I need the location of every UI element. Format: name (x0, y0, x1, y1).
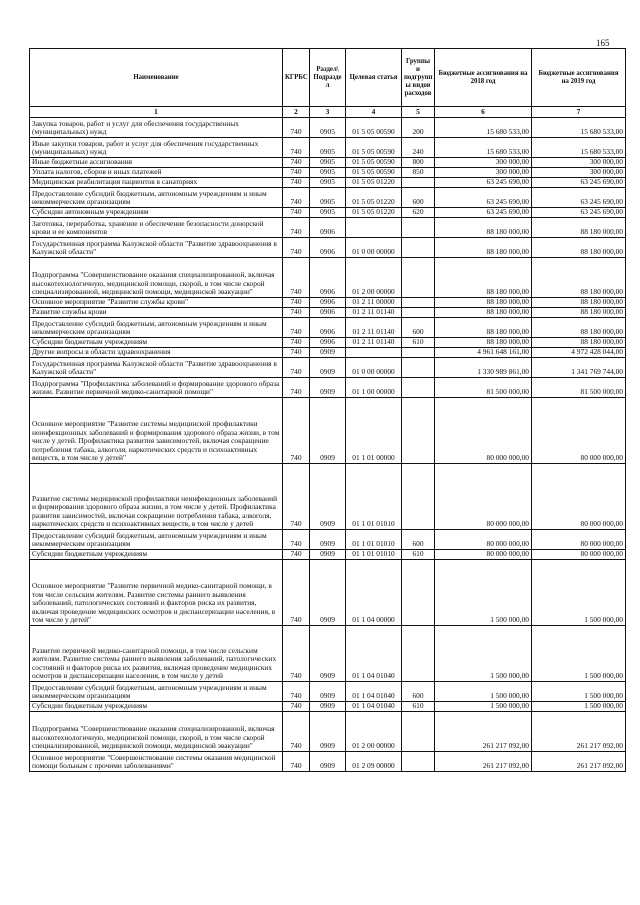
row-section: 0906 (310, 318, 346, 338)
row-section: 0909 (310, 550, 346, 560)
row-section: 0909 (310, 626, 346, 682)
row-2019: 63 245 690,00 (532, 188, 626, 208)
row-group (402, 712, 435, 752)
row-2019: 261 217 092,00 (532, 752, 626, 772)
row-2018: 81 500 000,00 (435, 378, 532, 398)
row-2018: 80 000 000,00 (435, 550, 532, 560)
table-row (30, 158, 626, 168)
row-2019: 1 500 000,00 (532, 682, 626, 702)
table-row (30, 238, 626, 258)
row-2018: 80 000 000,00 (435, 464, 532, 530)
row-2019: 88 180 000,00 (532, 338, 626, 348)
row-target (346, 348, 402, 358)
row-group (402, 626, 435, 682)
table-row (30, 378, 626, 398)
row-name: Другие вопросы в области здравоохранения (30, 348, 283, 358)
table-header-row (30, 49, 626, 107)
table-row (30, 530, 626, 550)
row-2019: 88 180 000,00 (532, 308, 626, 318)
row-section: 0906 (310, 258, 346, 298)
row-target: 01 1 04 01040 (346, 702, 402, 712)
row-2019: 15 680 533,00 (532, 118, 626, 138)
row-group: 240 (402, 138, 435, 158)
row-target: 01 0 00 00000 (346, 238, 402, 258)
row-section: 0905 (310, 168, 346, 178)
row-2018: 1 500 000,00 (435, 702, 532, 712)
row-name: Иные закупки товаров, работ и услуг для обеспечения государственных (муниципальных) нужд (30, 138, 283, 158)
row-2019: 63 245 690,00 (532, 178, 626, 188)
row-name: Развитие службы крови (30, 308, 283, 318)
column-number: 6 (435, 107, 532, 118)
column-number: 5 (402, 107, 435, 118)
column-number: 1 (30, 107, 283, 118)
row-name: Субсидии бюджетным учреждениям (30, 550, 283, 560)
row-2018: 63 245 690,00 (435, 188, 532, 208)
row-name: Предоставление субсидий бюджетным, автономным учреждениям и иным некоммерческим организациям (30, 318, 283, 338)
header-target: Целевая статья (346, 49, 402, 107)
row-target: 01 1 01 01010 (346, 464, 402, 530)
header-section: Раздел\ Подразде л (310, 49, 346, 107)
row-group: 600 (402, 318, 435, 338)
row-group (402, 560, 435, 626)
row-kgrbs: 740 (283, 308, 310, 318)
row-2019: 81 500 000,00 (532, 378, 626, 398)
header-kgrbs: КГРБС (283, 49, 310, 107)
table-row (30, 550, 626, 560)
row-section: 0909 (310, 398, 346, 464)
row-kgrbs: 740 (283, 464, 310, 530)
row-section: 0909 (310, 682, 346, 702)
header-group: Группы и подгрупп ы видов расходов (402, 49, 435, 107)
row-group: 610 (402, 702, 435, 712)
row-group: 600 (402, 682, 435, 702)
row-name: Предоставление субсидий бюджетным, автономным учреждениям и иным некоммерческим организациям (30, 682, 283, 702)
row-kgrbs: 740 (283, 208, 310, 218)
row-target: 01 1 04 00000 (346, 560, 402, 626)
table-row (30, 208, 626, 218)
row-2019: 80 000 000,00 (532, 550, 626, 560)
row-2019: 300 000,00 (532, 158, 626, 168)
row-kgrbs: 740 (283, 348, 310, 358)
row-2019: 80 000 000,00 (532, 530, 626, 550)
row-group: 610 (402, 338, 435, 348)
row-2018: 88 180 000,00 (435, 298, 532, 308)
row-2018: 88 180 000,00 (435, 338, 532, 348)
row-target: 01 2 00 00000 (346, 258, 402, 298)
table-row (30, 626, 626, 682)
row-2018: 63 245 690,00 (435, 208, 532, 218)
row-target: 01 5 05 00590 (346, 168, 402, 178)
row-section: 0906 (310, 308, 346, 318)
row-2019: 80 000 000,00 (532, 398, 626, 464)
row-2018: 80 000 000,00 (435, 398, 532, 464)
table-row (30, 298, 626, 308)
column-number: 7 (532, 107, 626, 118)
row-2019: 88 180 000,00 (532, 318, 626, 338)
table-row (30, 138, 626, 158)
row-2019: 88 180 000,00 (532, 218, 626, 238)
row-section: 0909 (310, 560, 346, 626)
row-section: 0909 (310, 702, 346, 712)
header-2019: Бюджетные ассигнования на 2019 год (532, 49, 626, 107)
row-section: 0909 (310, 530, 346, 550)
row-2018: 4 961 648 161,00 (435, 348, 532, 358)
row-kgrbs: 740 (283, 702, 310, 712)
row-group (402, 358, 435, 378)
row-target: 01 2 11 01140 (346, 338, 402, 348)
table-row (30, 560, 626, 626)
row-target: 01 1 01 00000 (346, 398, 402, 464)
row-2018: 1 500 000,00 (435, 682, 532, 702)
row-target: 01 1 04 01040 (346, 682, 402, 702)
row-section: 0909 (310, 712, 346, 752)
row-group: 200 (402, 118, 435, 138)
row-target: 01 5 05 01220 (346, 208, 402, 218)
row-2018: 63 245 690,00 (435, 178, 532, 188)
header-name: Наименование (30, 49, 283, 107)
row-group: 850 (402, 168, 435, 178)
table-row (30, 752, 626, 772)
table-row (30, 188, 626, 208)
table-row (30, 702, 626, 712)
row-name: Подпрограмма "Профилактика заболеваний и формирование здорового образа жизни. Развитие первичной медико-санитарной помощи" (30, 378, 283, 398)
row-name: Предоставление субсидий бюджетным, автономным учреждениям и иным некоммерческим организациям (30, 188, 283, 208)
row-name: Развитие первичной медико-санитарной помощи, в том числе сельским жителям. Развитие системы раннего выявления заболеваний, патологических состояний и факторов риска их развития, включая проведение медицинских осмотров и диспансеризации населения, в том числе у детей (30, 626, 283, 682)
row-group (402, 398, 435, 464)
row-2019: 1 341 769 744,00 (532, 358, 626, 378)
row-name: Субсидии автономным учреждениям (30, 208, 283, 218)
row-target: 01 2 00 00000 (346, 712, 402, 752)
row-kgrbs: 740 (283, 338, 310, 348)
row-target: 01 1 01 01010 (346, 550, 402, 560)
row-section: 0909 (310, 378, 346, 398)
row-kgrbs: 740 (283, 626, 310, 682)
row-kgrbs: 740 (283, 682, 310, 702)
row-kgrbs: 740 (283, 218, 310, 238)
row-2019: 63 245 690,00 (532, 208, 626, 218)
row-kgrbs: 740 (283, 238, 310, 258)
row-name: Подпрограмма "Совершенствование оказания специализированной, включая высокотехнологичную, медицинской помощи, скорой, в том числе скорой специализированной, медицинской помощи, медицинской эвакуации" (30, 712, 283, 752)
table-row (30, 178, 626, 188)
row-2019: 88 180 000,00 (532, 238, 626, 258)
row-name: Основное мероприятие "Развитие первичной медико-санитарной помощи, в том числе сельским жителям. Развитие системы раннего выявления заболеваний, патологических состояний и факторов риска их развития, включая проведение медицинских осмотров и диспансеризации населения, в том числе у детей" (30, 560, 283, 626)
row-2019: 80 000 000,00 (532, 464, 626, 530)
row-name: Заготовка, переработка, хранение и обеспечение безопасности донорской крови и ее компонентов (30, 218, 283, 238)
row-2018: 88 180 000,00 (435, 238, 532, 258)
row-2019: 88 180 000,00 (532, 298, 626, 308)
row-2019: 4 972 428 044,00 (532, 348, 626, 358)
row-target: 01 5 05 01220 (346, 178, 402, 188)
row-2018: 261 217 092,00 (435, 712, 532, 752)
row-2019: 1 500 000,00 (532, 560, 626, 626)
row-section: 0909 (310, 464, 346, 530)
row-2018: 88 180 000,00 (435, 258, 532, 298)
row-target: 01 1 01 01010 (346, 530, 402, 550)
row-group (402, 298, 435, 308)
row-kgrbs: 740 (283, 398, 310, 464)
row-section: 0905 (310, 188, 346, 208)
row-kgrbs: 740 (283, 258, 310, 298)
row-2019: 300 000,00 (532, 168, 626, 178)
row-target: 01 5 05 00590 (346, 158, 402, 168)
row-group: 800 (402, 158, 435, 168)
row-kgrbs: 740 (283, 138, 310, 158)
row-group (402, 258, 435, 298)
row-target: 01 2 09 00000 (346, 752, 402, 772)
row-target: 01 1 04 01040 (346, 626, 402, 682)
row-kgrbs: 740 (283, 530, 310, 550)
row-name: Государственная программа Калужской области "Развитие здравоохранения в Калужской области" (30, 358, 283, 378)
row-group: 610 (402, 550, 435, 560)
table-row (30, 348, 626, 358)
row-group: 600 (402, 188, 435, 208)
table-row (30, 318, 626, 338)
row-group (402, 464, 435, 530)
row-kgrbs: 740 (283, 378, 310, 398)
row-group (402, 178, 435, 188)
row-2018: 88 180 000,00 (435, 318, 532, 338)
row-name: Основное мероприятие "Совершенствование системы оказания медицинской помощи больным с прочими заболеваниями" (30, 752, 283, 772)
row-section: 0906 (310, 338, 346, 348)
row-target: 01 5 05 01220 (346, 188, 402, 208)
row-2018: 300 000,00 (435, 168, 532, 178)
row-name: Подпрограмма "Совершенствование оказания специализированной, включая высокотехнологичную, медицинской помощи, скорой, в том числе скорой специализированной, медицинской помощи, медицинской эвакуации" (30, 258, 283, 298)
row-name: Развитие системы медицинской профилактики неинфекционных заболеваний и формирования здорового образа жизни, в том числе у детей. Профилактика развития зависимостей, включая сокращение потребления табака, алкоголя, наркотических средств и психоактивных веществ, в том числе у детей (30, 464, 283, 530)
row-2018: 1 500 000,00 (435, 560, 532, 626)
row-target: 01 1 00 00000 (346, 378, 402, 398)
header-2018: Бюджетные ассигнования на 2018 год (435, 49, 532, 107)
row-name: Закупка товаров, работ и услуг для обеспечения государственных (муниципальных) нужд (30, 118, 283, 138)
row-2019: 1 500 000,00 (532, 702, 626, 712)
row-section: 0905 (310, 158, 346, 168)
table-row (30, 398, 626, 464)
row-2019: 261 217 092,00 (532, 712, 626, 752)
row-kgrbs: 740 (283, 118, 310, 138)
row-kgrbs: 740 (283, 168, 310, 178)
row-target (346, 218, 402, 238)
table-row (30, 168, 626, 178)
row-2018: 80 000 000,00 (435, 530, 532, 550)
row-target: 01 5 05 00590 (346, 118, 402, 138)
row-2018: 88 180 000,00 (435, 218, 532, 238)
row-name: Уплата налогов, сборов и иных платежей (30, 168, 283, 178)
table-row (30, 258, 626, 298)
row-section: 0906 (310, 218, 346, 238)
row-section: 0905 (310, 138, 346, 158)
row-section: 0906 (310, 298, 346, 308)
table-row (30, 682, 626, 702)
table-row (30, 712, 626, 752)
row-section: 0909 (310, 752, 346, 772)
row-group (402, 348, 435, 358)
row-kgrbs: 740 (283, 550, 310, 560)
row-kgrbs: 740 (283, 560, 310, 626)
row-target: 01 2 11 00000 (346, 298, 402, 308)
table-row (30, 338, 626, 348)
row-kgrbs: 740 (283, 752, 310, 772)
row-2019: 15 680 533,00 (532, 138, 626, 158)
row-2018: 300 000,00 (435, 158, 532, 168)
row-target: 01 2 11 01140 (346, 308, 402, 318)
row-kgrbs: 740 (283, 158, 310, 168)
row-2019: 1 500 000,00 (532, 626, 626, 682)
row-group (402, 218, 435, 238)
row-2019: 88 180 000,00 (532, 258, 626, 298)
row-name: Предоставление субсидий бюджетным, автономным учреждениям и иным некоммерческим организациям (30, 530, 283, 550)
table-row (30, 464, 626, 530)
row-2018: 261 217 092,00 (435, 752, 532, 772)
row-name: Государственная программа Калужской области "Развитие здравоохранения в Калужской области" (30, 238, 283, 258)
row-kgrbs: 740 (283, 712, 310, 752)
row-name: Иные бюджетные ассигнования (30, 158, 283, 168)
row-group (402, 752, 435, 772)
row-section: 0906 (310, 238, 346, 258)
row-name: Основное мероприятие "Развитие службы крови" (30, 298, 283, 308)
column-numbers-row (30, 107, 626, 118)
row-name: Медицинская реабилитация пациентов в санаториях (30, 178, 283, 188)
table-row (30, 358, 626, 378)
table-row (30, 218, 626, 238)
row-section: 0905 (310, 118, 346, 138)
row-section: 0905 (310, 208, 346, 218)
row-group (402, 308, 435, 318)
row-kgrbs: 740 (283, 358, 310, 378)
row-target: 01 2 11 01140 (346, 318, 402, 338)
row-group: 620 (402, 208, 435, 218)
row-name: Субсидии бюджетным учреждениям (30, 338, 283, 348)
table-row (30, 118, 626, 138)
row-group: 600 (402, 530, 435, 550)
row-2018: 1 500 000,00 (435, 626, 532, 682)
page-number: 165 (596, 38, 610, 48)
row-2018: 1 330 989 861,00 (435, 358, 532, 378)
row-name: Основное мероприятие "Развитие системы медицинской профилактики неинфекционных заболеваний и формирования здорового образа жизни, в том числе у детей. Профилактика развития зависимостей, включая сокращение потребления табака, алкоголя, наркотических средств и психоактивных веществ, в том числе у детей" (30, 398, 283, 464)
row-target: 01 0 00 00000 (346, 358, 402, 378)
row-2018: 15 680 533,00 (435, 118, 532, 138)
budget-table (29, 48, 626, 772)
column-number: 3 (310, 107, 346, 118)
row-kgrbs: 740 (283, 298, 310, 308)
row-kgrbs: 740 (283, 318, 310, 338)
row-target: 01 5 05 00590 (346, 138, 402, 158)
row-section: 0909 (310, 358, 346, 378)
column-number: 2 (283, 107, 310, 118)
row-kgrbs: 740 (283, 178, 310, 188)
table-row (30, 308, 626, 318)
column-number: 4 (346, 107, 402, 118)
row-group (402, 378, 435, 398)
row-name: Субсидии бюджетным учреждениям (30, 702, 283, 712)
row-kgrbs: 740 (283, 188, 310, 208)
row-2018: 15 680 533,00 (435, 138, 532, 158)
row-section: 0909 (310, 348, 346, 358)
row-2018: 88 180 000,00 (435, 308, 532, 318)
row-section: 0905 (310, 178, 346, 188)
row-group (402, 238, 435, 258)
